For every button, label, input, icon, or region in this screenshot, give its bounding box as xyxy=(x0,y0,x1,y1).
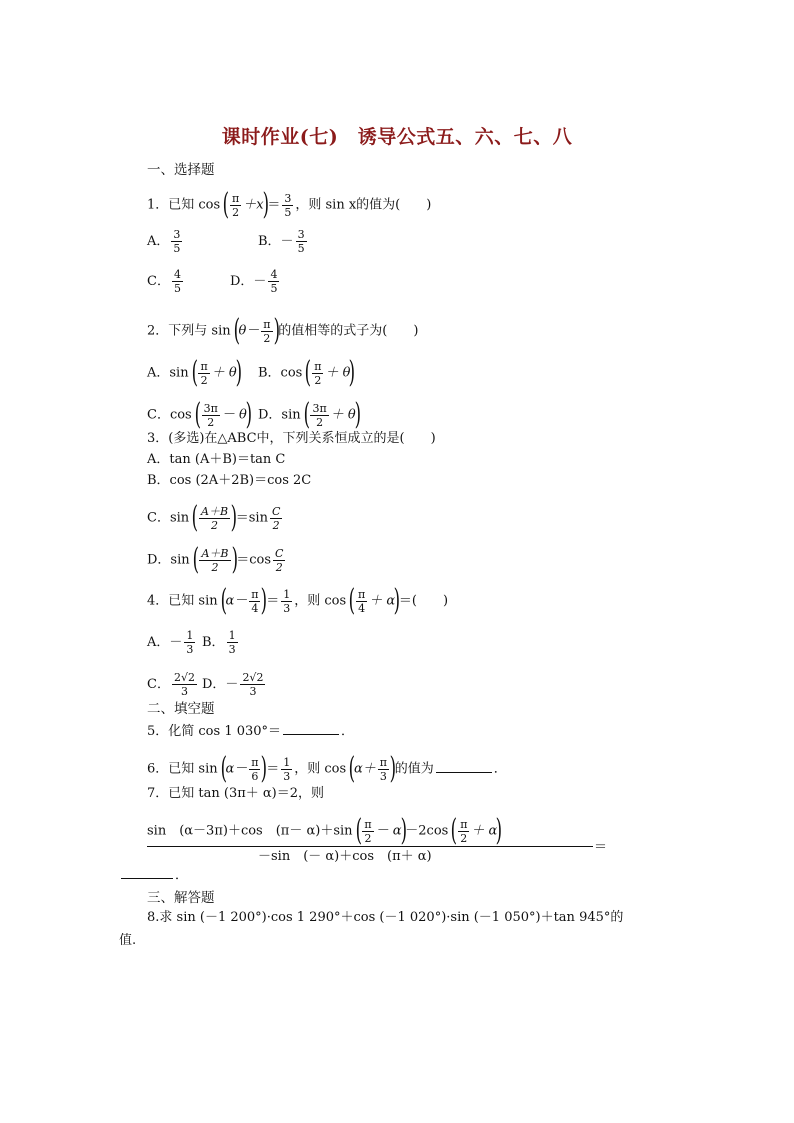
question-3: 3．(多选)在△ABC中，下列关系恒成立的是( ) xyxy=(147,431,436,446)
q1-suffix: ，则 sin x的值为( ) xyxy=(295,197,432,213)
question-2: 2．下列与 sin (θ－ $\frac{\pi}{2}$ )的值相等的式子为( ) xyxy=(147,313,419,348)
question-1: 1．已知 cos ( $\frac{\pi}{2}$ ＋x)＝ $\frac{3}{5}$ ，则 sin x的值为( ) xyxy=(147,187,432,222)
question-7: 7．已知 tan (3π＋ α)＝2，则 xyxy=(147,786,325,801)
q4-option-d: D．－ $\frac{2√2}{3}$ xyxy=(202,671,264,698)
q3-option-a: A．tan (A＋B)＝tan C xyxy=(147,452,286,467)
question-4: 4．已知 sin (α－ $\frac{\pi}{4}$ )＝ $\frac{1}{3}$ ，则 cos ( $\frac{\pi}{4}$ ＋ α)＝( ) xyxy=(147,583,449,618)
q2-option-c: C．cos ( $\frac{3\pi}{2}$ － θ) xyxy=(147,397,252,432)
q1-value: $\frac{3}{5}$ xyxy=(284,191,292,219)
q7-answer: ． xyxy=(119,866,188,884)
q7-numerator: sin (α－3π)＋cos (π－ α)＋sin ( $\frac{\pi}{2}$ － α)－2cos ( $\frac{\pi}{2}$ ＋ α) xyxy=(147,813,503,848)
question-5: 5．化简 cos 1 030°＝ ． xyxy=(147,724,355,739)
page-title: 课时作业(七) 诱导公式五、六、七、八 xyxy=(221,126,573,148)
q3-option-d: D．sin ( $\frac{A+B}{2}$ )＝cos $\frac{C}{2}$ xyxy=(147,542,284,577)
q7-fraction-bar xyxy=(147,846,593,847)
q7-answer-blank[interactable] xyxy=(121,866,173,879)
q3-option-b: B．cos (2A＋2B)＝cos 2C xyxy=(147,473,312,488)
q7-denominator: －sin (－ α)＋cos (π＋ α) xyxy=(258,849,432,864)
q1-pi-half: $\frac{\pi}{2}$ xyxy=(232,191,240,219)
section-fill: 二、填空题 xyxy=(147,701,215,717)
q1-option-d: D．－ $\frac{4}{5}$ xyxy=(230,268,278,295)
q1-prefix: 1．已知 cos xyxy=(147,197,221,213)
question-8-line2: 值. xyxy=(119,933,137,948)
q5-answer-blank[interactable] xyxy=(283,722,339,735)
q4-option-b: B． $\frac{1}{3}$ xyxy=(202,629,236,656)
section-choice: 一、选择题 xyxy=(147,162,215,178)
q1-option-c: C． $\frac{4}{5}$ xyxy=(147,268,181,295)
q2-option-b: B．cos ( $\frac{\pi}{2}$ ＋ θ) xyxy=(258,355,356,390)
q6-answer-blank[interactable] xyxy=(436,760,492,773)
question-8-line1: 8.求 sin (－1 200°)·cos 1 290°＋cos (－1 020°)·sin (－1 050°)＋tan 945°的 xyxy=(147,910,624,925)
section-answer: 三、解答题 xyxy=(147,890,215,906)
q2-option-a: A．sin ( $\frac{\pi}{2}$ ＋ θ) xyxy=(147,355,242,390)
q7-equals: ＝ xyxy=(594,840,608,855)
q2-option-d: D．sin ( $\frac{3\pi}{2}$ ＋ θ) xyxy=(258,397,361,432)
q4-option-c: C． $\frac{2√2}{3}$ xyxy=(147,671,195,698)
q4-option-a: A．－ $\frac{1}{3}$ xyxy=(147,629,194,656)
q1-option-a: A． $\frac{3}{5}$ xyxy=(147,228,181,255)
q1-option-b: B．－ $\frac{3}{5}$ xyxy=(258,228,305,255)
q3-option-c: C．sin ( $\frac{A+B}{2}$ )＝sin $\frac{C}{2}$ xyxy=(147,500,281,535)
question-6: 6．已知 sin (α－ $\frac{\pi}{6}$ )＝ $\frac{1}{3}$ ，则 cos (α＋ $\frac{\pi}{3}$ )的值为 ． xyxy=(147,751,507,786)
